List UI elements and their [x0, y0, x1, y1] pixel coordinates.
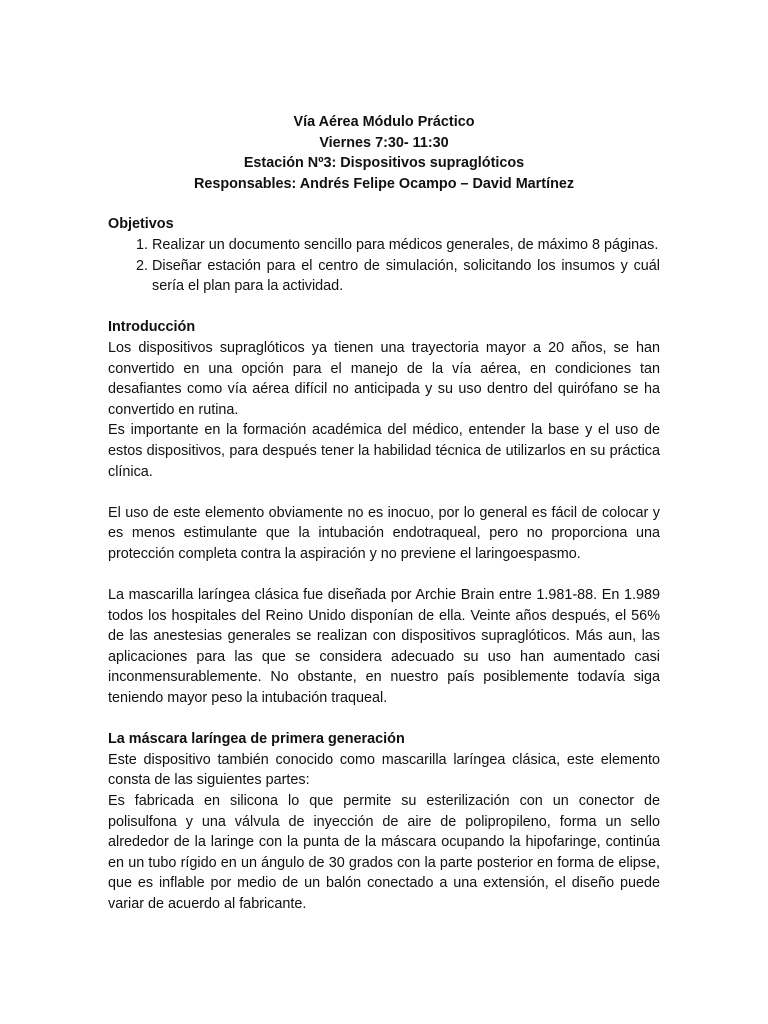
- first-gen-paragraph-1: Este dispositivo también conocido como mascarilla laríngea clásica, este elemento consta de las siguientes partes:: [108, 751, 660, 789]
- spacer: [108, 564, 660, 585]
- objective-item-2: 2. Diseñar estación para el centro de simulación, solicitando los insumos y cuál sería el plan para la actividad.: [152, 256, 660, 297]
- document-header: [108, 112, 660, 194]
- introduction-paragraph-2: Es importante en la formación académica del médico, entender la base y el uso de estos dispositivos, para después tener la habilidad técnica de utilizarlos en su práctica clínica.: [108, 422, 660, 480]
- spacer: [108, 482, 660, 503]
- header-schedule: Viernes 7:30- 11:30: [319, 134, 449, 151]
- introduction-paragraph-4: La mascarilla laríngea clásica fue diseñada por Archie Brain entre 1.981-88. En 1.989 todos los hospitales del Reino Unido disponían de ella. Veinte años después, el 56% de las anestesias generales se realizan con dispositivos supraglóticos. Más aun, las aplicaciones para las que se considera adecuado su uso han aumentado casi inconmensurablemente. No obstante, en nuestro país posiblemente todavía siga teniendo mayor peso la intubación traqueal.: [108, 587, 660, 707]
- header-station: Estación Nº3: Dispositivos supraglóticos: [243, 155, 525, 172]
- spacer: [108, 709, 660, 730]
- header-responsibles: Responsables: Andrés Felipe Ocampo – David Martínez: [193, 175, 575, 192]
- header-title: Vía Aérea Módulo Práctico: [293, 114, 475, 130]
- spacer: [108, 297, 660, 318]
- introduction-heading: Introducción: [108, 319, 196, 336]
- first-gen-heading: La máscara laríngea de primera generación: [108, 731, 405, 748]
- introduction-paragraph-3: El uso de este elemento obviamente no es inocuo, por lo general es fácil de colocar y es menos estimulante que la intubación endotraqueal, pero no proporciona una protección completa contra la aspiración y no previene el laringoespasmo.: [108, 504, 660, 562]
- objective-item-1: 1. Realizar un documento sencillo para médicos generales, de máximo 8 páginas.: [152, 235, 660, 256]
- objectives-heading: Objetivos: [108, 216, 174, 233]
- objectives-list: [108, 235, 660, 297]
- first-gen-paragraph-2: Es fabricada en silicona lo que permite su esterilización con un conector de polisulfona y una válvula de inyección de aire de polipropileno, forma un sello alrededor de la laringe con la punta de la máscara ocupando la hipofaringe, continúa en un tubo rígido en un ángulo de 30 grados con la parte posterior en forma de elipse, que es inflable por medio de un balón conectado a una extensión, el diseño puede variar de acuerdo al fabricante.: [108, 793, 660, 912]
- introduction-paragraph-1: Los dispositivos supraglóticos ya tienen una trayectoria mayor a 20 años, se han convertido en una opción para el manejo de la vía aérea, en condiciones tan desafiantes como vía aérea difícil no anticipada y su uso dentro del quirófano se ha convertido en rutina.: [108, 339, 660, 418]
